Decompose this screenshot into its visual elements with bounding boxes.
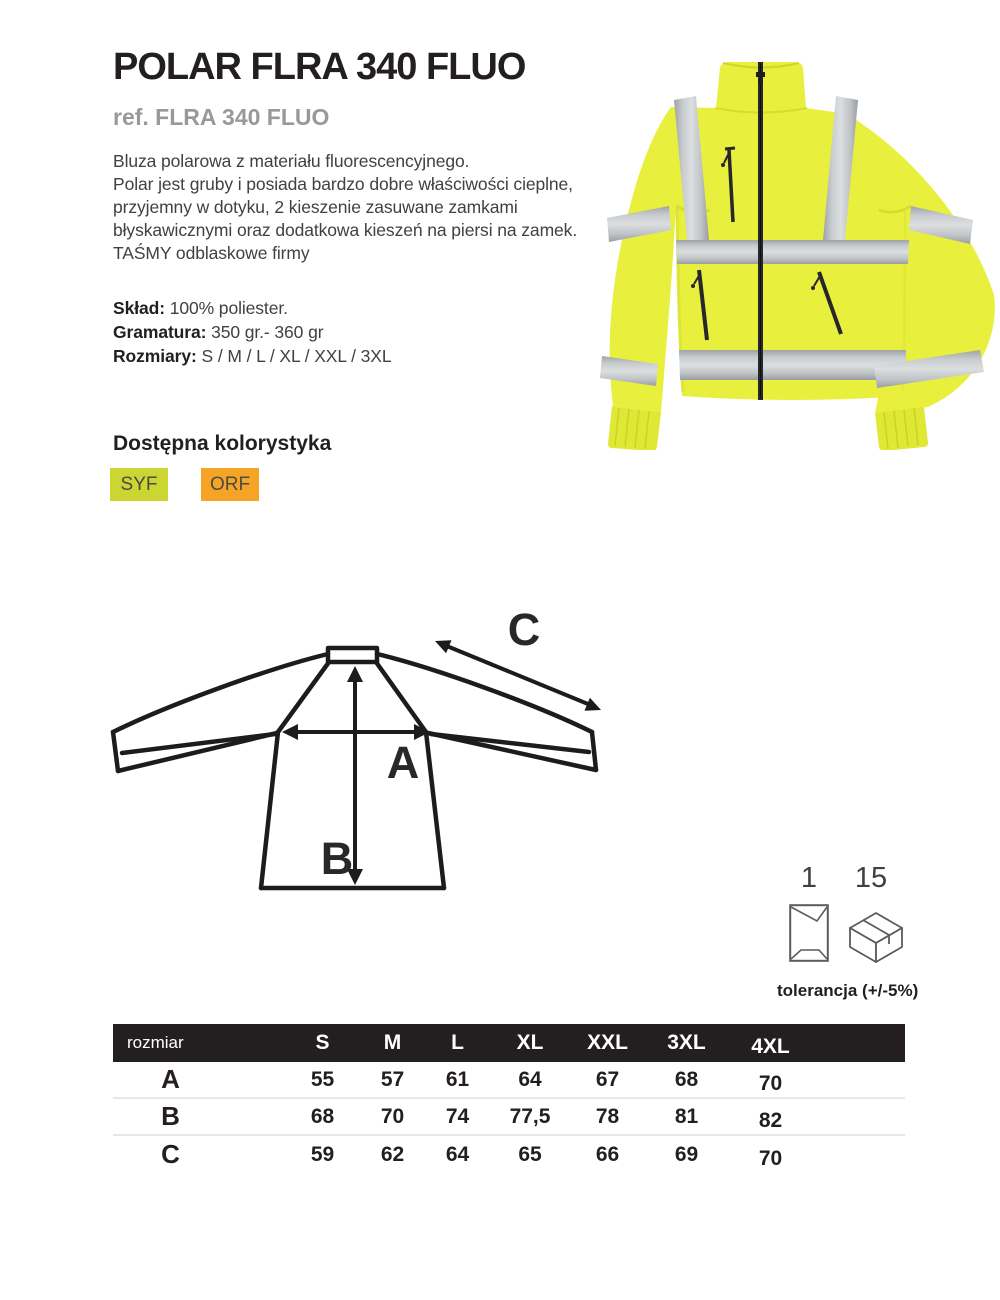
size-table-header xyxy=(113,1024,905,1062)
table-row-a xyxy=(113,1062,905,1099)
spec-row-gramatura xyxy=(113,320,391,344)
description-line: Bluza polarowa z materiału fluorescencyjnego. xyxy=(113,151,470,171)
cell: 57 xyxy=(380,1067,405,1091)
page-title: POLAR FLRA 340 FLUO xyxy=(113,46,526,88)
table-row-c xyxy=(113,1136,905,1173)
cell: 74 xyxy=(445,1104,470,1128)
cell: 78 xyxy=(595,1104,620,1128)
measure-label-a: A xyxy=(386,737,420,788)
description-line: błyskawicznymi oraz dodatkowa kieszeń na piersi na zamek. xyxy=(113,220,578,240)
header-cell-xxl: XXL xyxy=(587,1031,628,1054)
cell: 70 xyxy=(758,1071,783,1095)
row-label: C xyxy=(161,1139,180,1169)
cell: 77,5 xyxy=(509,1104,551,1128)
table-row-b xyxy=(113,1099,905,1136)
header-cell-3xl: 3XL xyxy=(667,1031,706,1054)
cell: 67 xyxy=(595,1067,620,1091)
cell: 61 xyxy=(445,1067,470,1091)
cell: 70 xyxy=(380,1104,405,1128)
spec-value: 100% poliester. xyxy=(169,298,288,318)
header-cell-4xl: 4XL xyxy=(751,1035,790,1058)
cell: 55 xyxy=(310,1067,335,1091)
measure-label-c: C xyxy=(507,604,541,655)
cell: 81 xyxy=(674,1104,699,1128)
product-description xyxy=(113,150,633,265)
colors-heading: Dostępna kolorystyka xyxy=(113,432,332,455)
cell: 70 xyxy=(758,1146,783,1170)
spec-row-rozmiary xyxy=(113,344,391,368)
header-cell-l: L xyxy=(451,1031,464,1054)
product-ref: ref. FLRA 340 FLUO xyxy=(113,104,330,130)
cell: 64 xyxy=(518,1067,542,1091)
header-cell-xl: XL xyxy=(516,1031,544,1054)
description-line: TAŚMY odblaskowe firmy xyxy=(113,243,310,263)
cell: 68 xyxy=(310,1104,335,1128)
per-box-count: 15 xyxy=(854,862,888,894)
spec-list xyxy=(113,296,391,368)
header-cell-m: M xyxy=(383,1031,402,1054)
description-line: Polar jest gruby i posiada bardzo dobre właściwości cieplne, xyxy=(113,174,573,194)
measure-label-b: B xyxy=(320,833,354,884)
cell: 82 xyxy=(758,1108,783,1132)
cell: 62 xyxy=(380,1142,405,1166)
color-swatches xyxy=(110,468,259,501)
cell: 68 xyxy=(674,1067,699,1091)
color-swatch-orf: ORF xyxy=(201,468,259,501)
per-bag-count: 1 xyxy=(800,862,818,894)
cell: 59 xyxy=(310,1142,335,1166)
carton-box-icon xyxy=(847,901,905,965)
jacket-cuffs xyxy=(608,406,928,450)
description-line: przyjemny w dotyku, 2 kieszenie zasuwane zamkami xyxy=(113,197,518,217)
spec-row-sklad xyxy=(113,296,391,320)
header-cell-rozmiar: rozmiar xyxy=(127,1033,184,1052)
tolerance-note: tolerancja (+/-5%) xyxy=(777,981,919,1000)
spec-label: Gramatura: xyxy=(113,322,207,342)
envelope-bag-icon xyxy=(789,904,829,962)
row-label: B xyxy=(161,1101,180,1131)
cell: 64 xyxy=(445,1142,470,1166)
spec-label: Rozmiary: xyxy=(113,346,197,366)
color-swatch-syf: SYF xyxy=(110,468,168,501)
cell: 69 xyxy=(674,1142,699,1166)
row-label: A xyxy=(161,1064,180,1094)
spec-label: Skład: xyxy=(113,298,165,318)
cell: 66 xyxy=(595,1142,620,1166)
cell: 65 xyxy=(518,1142,542,1166)
product-photo xyxy=(598,50,1000,450)
header-cell-s: S xyxy=(315,1031,330,1054)
measurement-diagram xyxy=(100,592,615,917)
spec-value: S / M / L / XL / XXL / 3XL xyxy=(201,346,392,366)
spec-value: 350 gr.- 360 gr xyxy=(211,322,324,342)
size-table xyxy=(113,1024,905,1173)
